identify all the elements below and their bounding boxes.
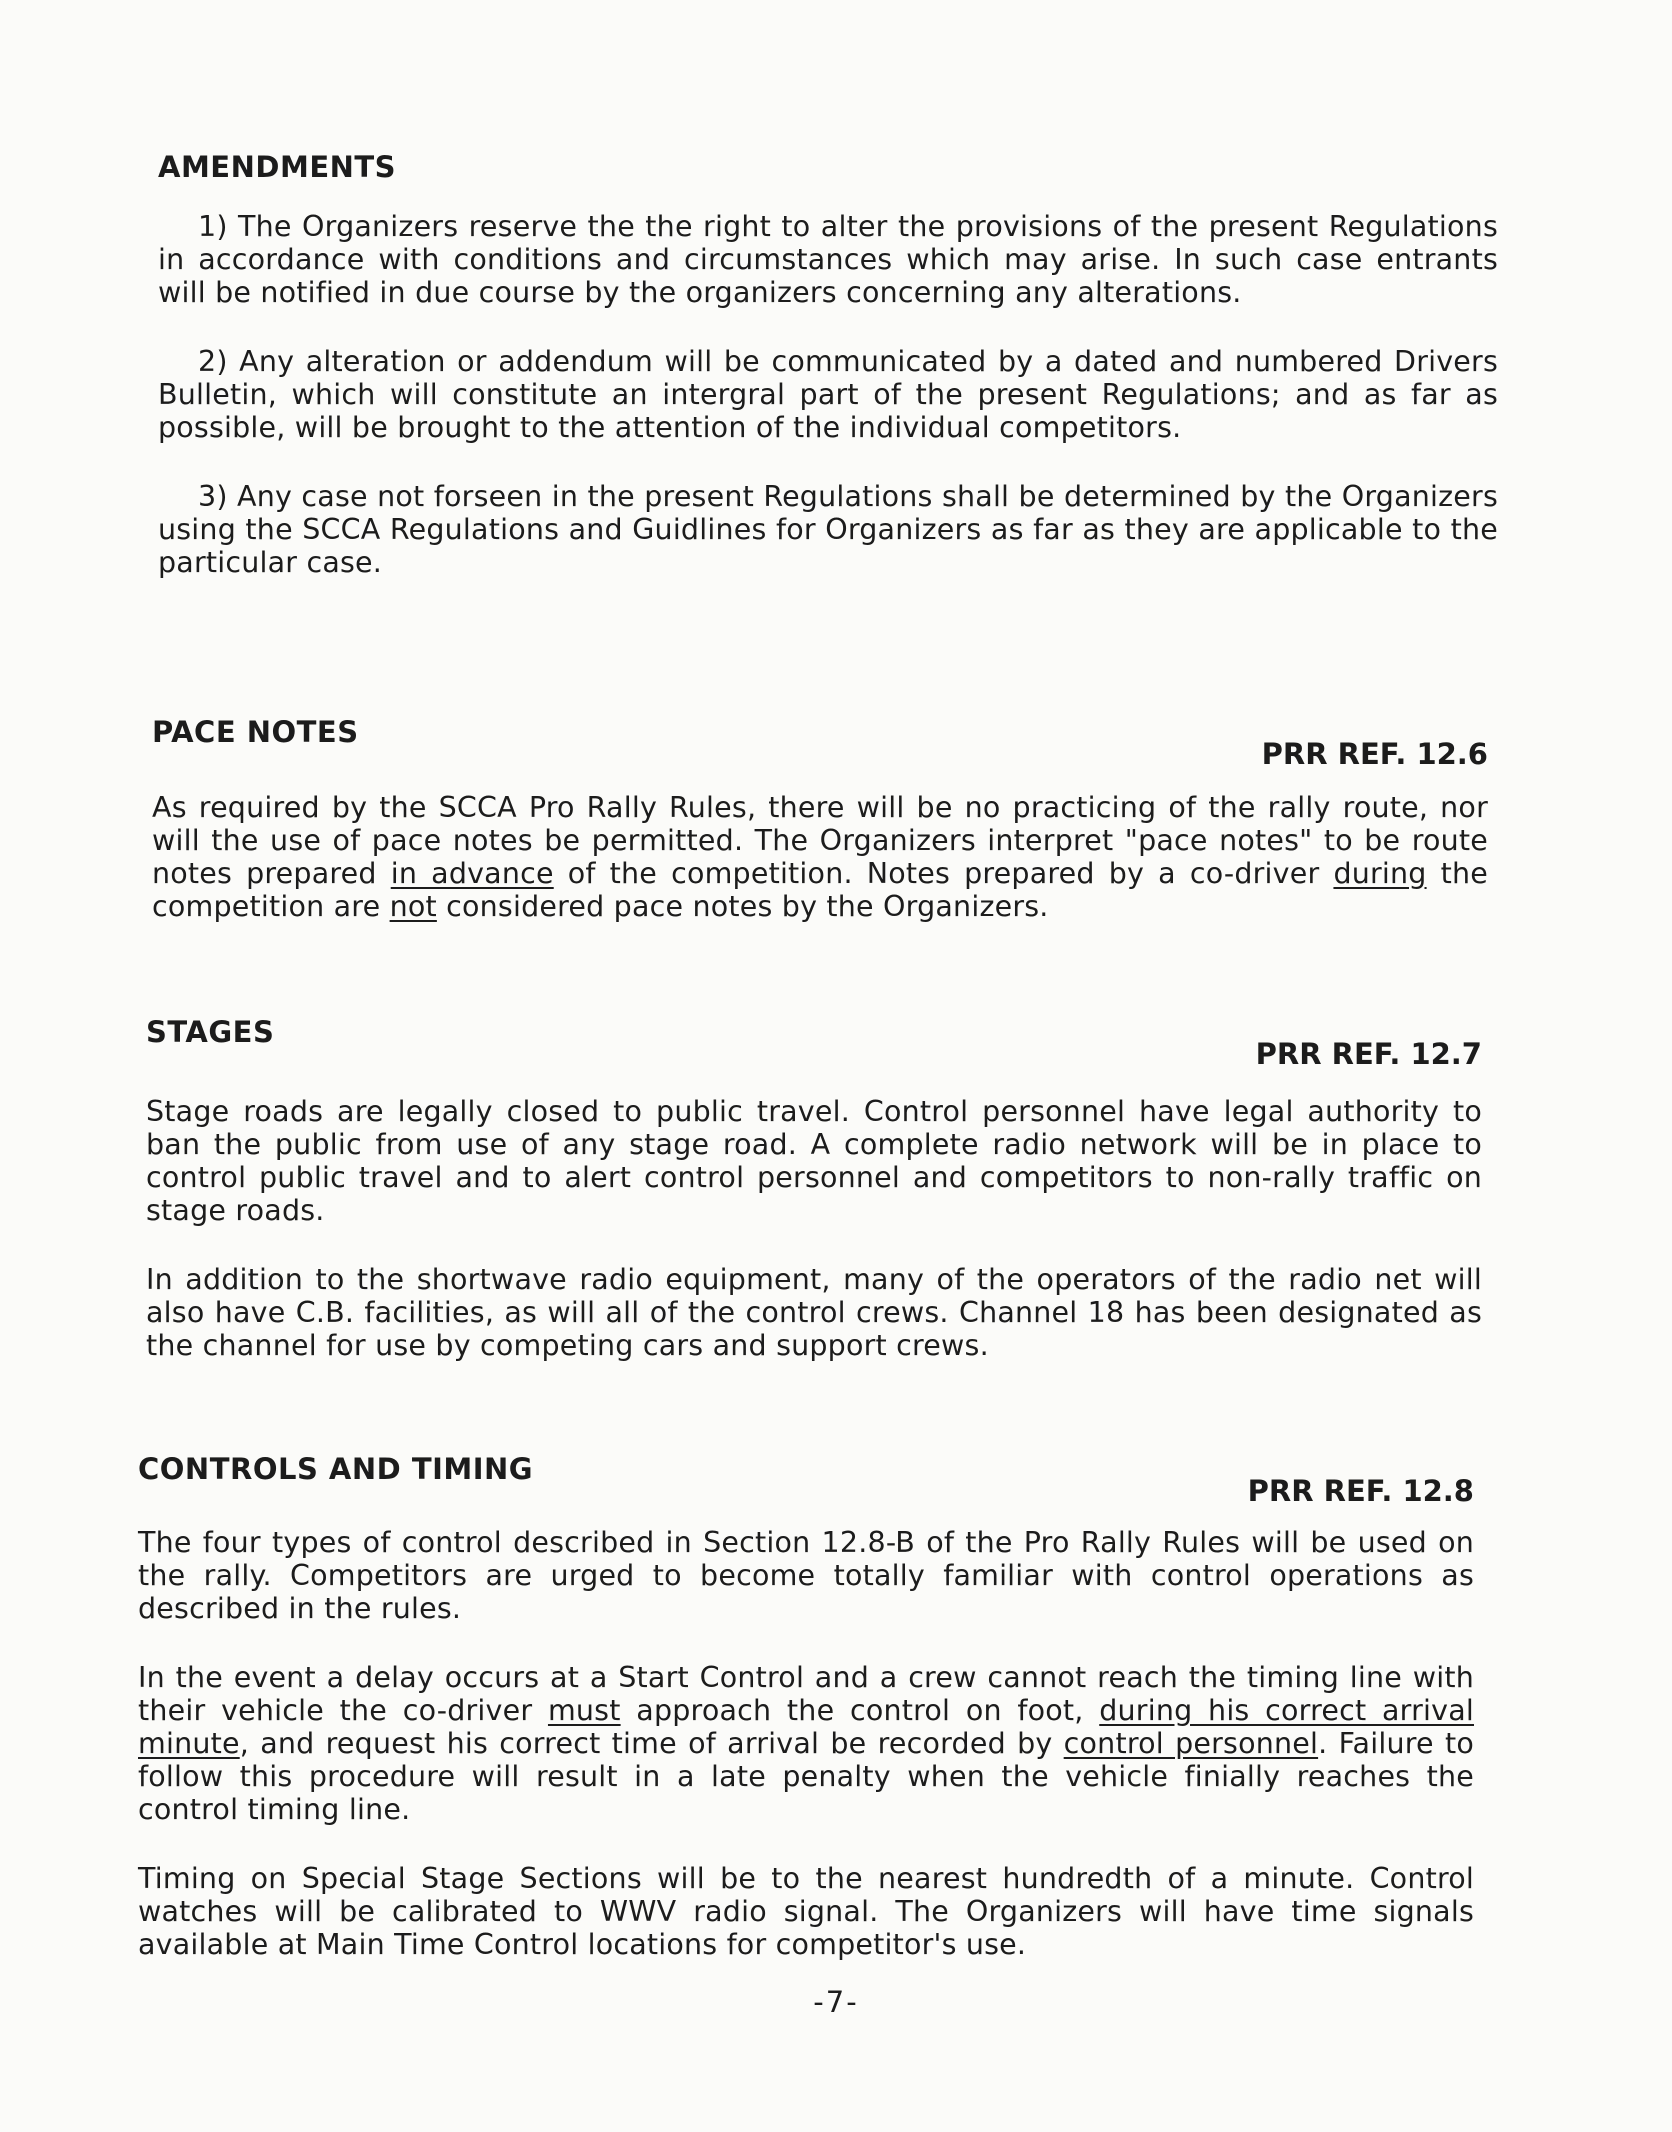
- controls-paragraph-1: The four types of control described in Section 12.8-B of the Pro Rally Rules will be used on the rally. Competitors are urged to become totally familiar with control operations as described in the rules.: [138, 1526, 1474, 1625]
- amendments-section: [158, 150, 1498, 615]
- stages-paragraph-1: Stage roads are legally closed to public travel. Control personnel have legal authority to ban the public from use of any stage road. A complete radio network will be in place to control public travel and to alert control personnel and competitors to non-rally traffic on stage roads.: [146, 1095, 1482, 1227]
- amendments-heading: AMENDMENTS: [158, 150, 397, 184]
- controls-p2-text-d: . Failure to follow this procedure will result in a late penalty when the vehicle finially reaches the control timing line.: [138, 1727, 1474, 1826]
- controls-paragraph-2: [138, 1661, 1474, 1826]
- pace-notes-reference: PRR REF. 12.6: [1261, 737, 1488, 771]
- controls-underline-arrival-minute: during his correct arrival minute: [138, 1694, 1474, 1760]
- stages-reference: PRR REF. 12.7: [1255, 1037, 1482, 1071]
- pace-notes-text-d: considered pace notes by the Organizers.: [436, 890, 1049, 923]
- pace-notes-heading: PACE NOTES: [152, 715, 359, 749]
- controls-underline-must: must: [547, 1694, 621, 1727]
- stages-heading: STAGES: [146, 1015, 275, 1049]
- controls-timing-section: [138, 1452, 1474, 1997]
- amendments-paragraph-2: 2) Any alteration or addendum will be communicated by a dated and numbered Drivers Bulletin, which will constitute an intergral part of the present Regulations; and as far as possible, will be brought to the attention of the individual competitors.: [158, 345, 1498, 444]
- amendments-paragraph-1: 1) The Organizers reserve the the right to alter the provisions of the present Regulations in accordance with conditions and circumstances which may arise. In such case entrants will be notified in due course by the organizers concerning any alterations.: [158, 210, 1498, 309]
- pace-notes-underline-during: during: [1333, 857, 1427, 890]
- pace-notes-underline-not: not: [389, 890, 437, 923]
- page-number: -7-: [813, 1985, 859, 2019]
- stages-paragraph-2: In addition to the shortwave radio equipment, many of the operators of the radio net will also have C.B. facilities, as will all of the control crews. Channel 18 has been designated as the channel for use by competing cars and support crews.: [146, 1263, 1482, 1362]
- amendments-paragraph-3: 3) Any case not forseen in the present Regulations shall be determined by the Organizers using the SCCA Regulations and Guidlines for Organizers as far as they are applicable to the particular case.: [158, 480, 1498, 579]
- amendments-heading-row: [158, 150, 1498, 210]
- controls-timing-reference: PRR REF. 12.8: [1247, 1474, 1474, 1508]
- pace-notes-text-a: As required by the SCCA Pro Rally Rules, there will be no practicing of the rally route, nor will the use of pace notes be permitted. The Organizers interpret "pace notes" to be route notes prepared: [152, 791, 1488, 890]
- controls-p2-text-c: , and request his correct time of arrival be recorded by: [239, 1727, 1064, 1760]
- controls-underline-control-personnel: control personnel: [1063, 1727, 1319, 1760]
- controls-p2-text-b: approach the control on foot,: [620, 1694, 1100, 1727]
- pace-notes-paragraph: [152, 791, 1488, 923]
- controls-paragraph-3: Timing on Special Stage Sections will be to the nearest hundredth of a minute. Control watches will be calibrated to WWV radio signal. The Organizers will have time signals available at Main Time Control locations for competitor's use.: [138, 1862, 1474, 1961]
- pace-notes-text-b: of the competition. Notes prepared by a co-driver: [553, 857, 1334, 890]
- controls-timing-heading-row: [138, 1452, 1474, 1526]
- pace-notes-section: [152, 715, 1488, 959]
- controls-timing-heading: CONTROLS AND TIMING: [138, 1452, 534, 1486]
- pace-notes-heading-row: [152, 715, 1488, 791]
- controls-p2-text-a: In the event a delay occurs at a Start Control and a crew cannot reach the timing line with their vehicle the co-driver: [138, 1661, 1474, 1727]
- stages-heading-row: [146, 1015, 1482, 1095]
- pace-notes-underline-in-advance: in advance: [390, 857, 554, 890]
- pace-notes-text-c: the competition are: [152, 857, 1489, 923]
- stages-section: [146, 1015, 1482, 1398]
